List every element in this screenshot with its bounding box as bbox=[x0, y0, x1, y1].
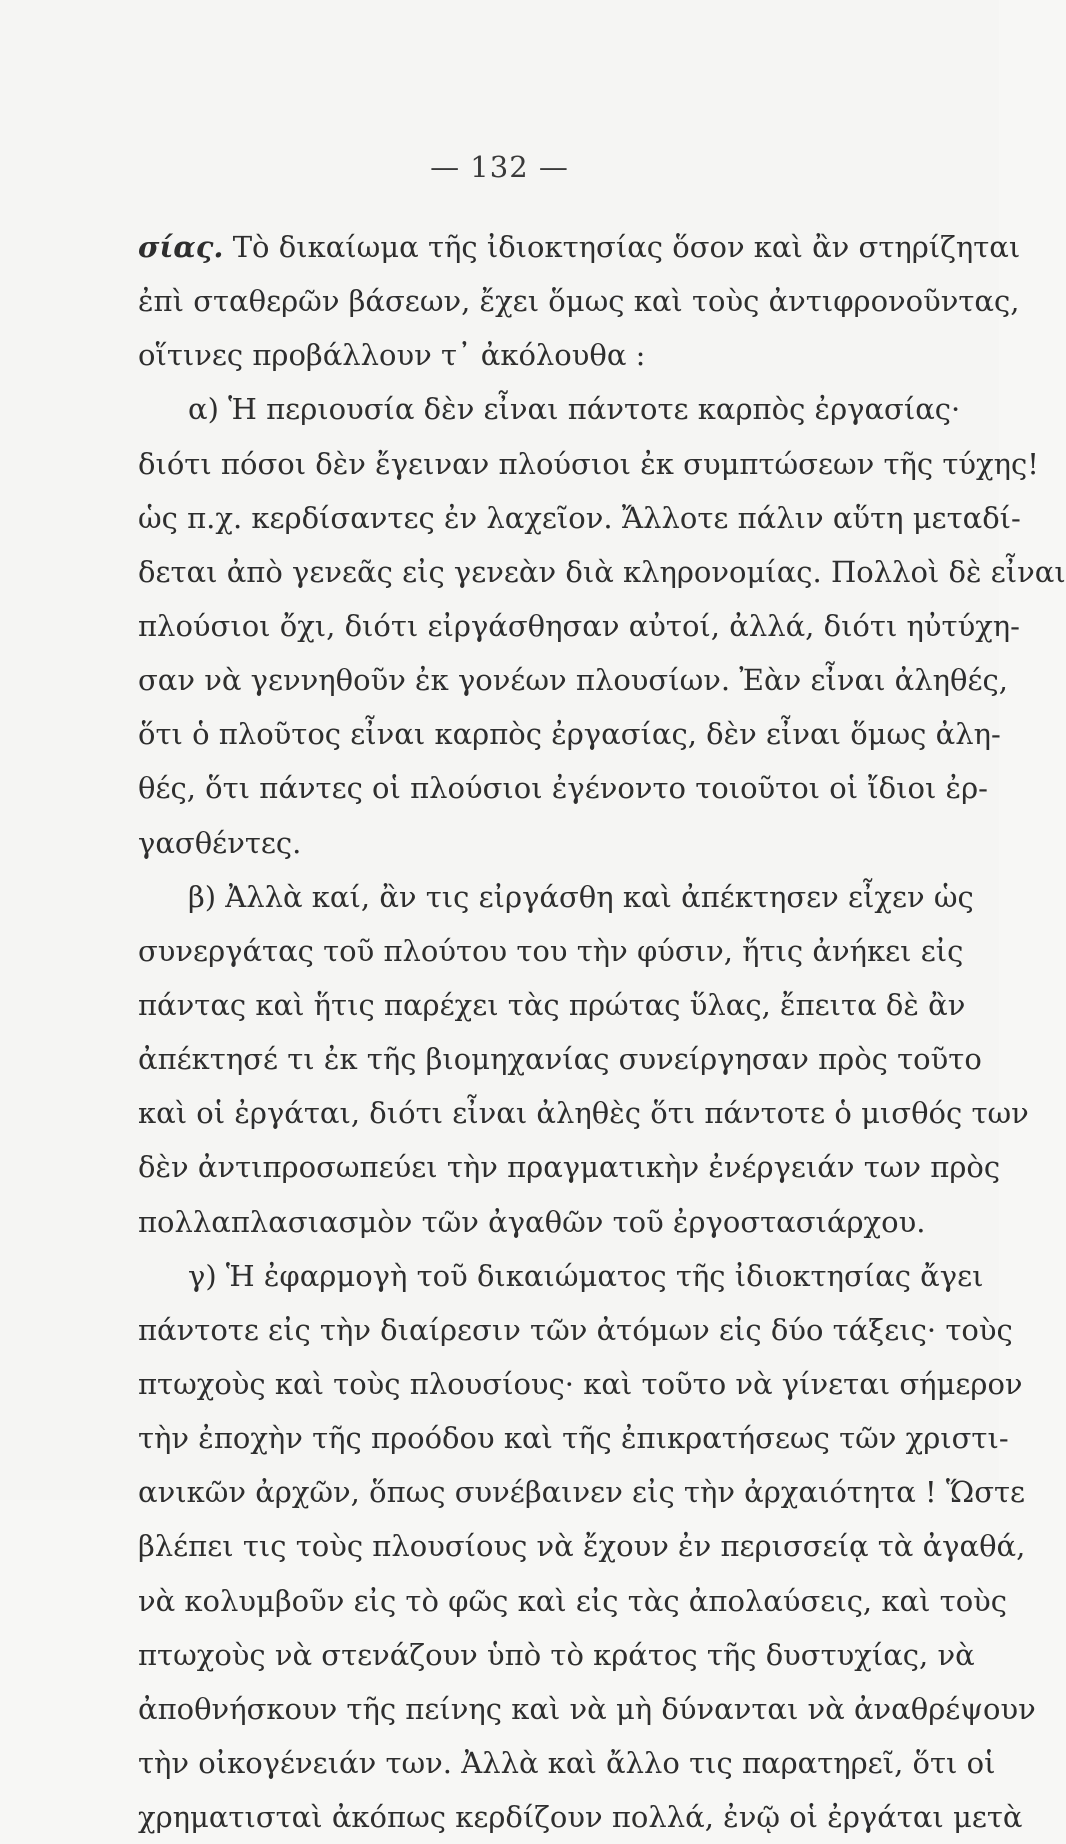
line-text: Τὸ δικαίωμα τῆς ἰδιοκτησίας ὅσον καὶ ἂν στηρίζηται bbox=[232, 230, 1021, 264]
text-line: θές, ὅτι πάντες οἱ πλούσιοι ἐγένοντο τοιοῦτοι οἱ ἴδιοι ἐρ- bbox=[138, 771, 988, 806]
text-line: πολλαπλασιασμὸν τῶν ἀγαθῶν τοῦ ἐργοστασιάρχου. bbox=[138, 1204, 926, 1239]
text-line: πάντοτε εἰς τὴν διαίρεσιν τῶν ἀτόμων εἰς δύο τάξεις· τοὺς bbox=[138, 1312, 1013, 1347]
text-line: πτωχοὺς νὰ στενάζουν ὑπὸ τὸ κράτος τῆς δυστυχίας, νὰ bbox=[138, 1637, 975, 1672]
page-number: — 132 — bbox=[430, 150, 569, 184]
text-line: ανικῶν ἀρχῶν, ὅπως συνέβαινεν εἰς τὴν ἀρχαιότητα ! Ὥστε bbox=[138, 1475, 1026, 1510]
text-line: χρηματισταὶ ἀκόπως κερδίζουν πολλά, ἐνῷ οἱ ἐργάται μετὰ bbox=[138, 1800, 1023, 1835]
text-line: ἀποθνήσκουν τῆς πείνης καὶ νὰ μὴ δύνανται νὰ ἀναθρέψουν bbox=[138, 1691, 1036, 1726]
text-line: ἀπέκτησέ τι ἐκ τῆς βιομηχανίας συνείργησαν πρὸς τοῦτο bbox=[138, 1042, 982, 1077]
text-line: δεται ἀπὸ γενεᾶς εἰς γενεὰν διὰ κληρονομίας. Πολλοὶ δὲ εἶναι bbox=[138, 554, 1066, 589]
paragraph-alpha-start: α) Ἡ περιουσία δὲν εἶναι πάντοτε καρπὸς ἐργασίας· bbox=[188, 392, 961, 427]
text-line: πλούσιοι ὄχι, διότι εἰργάσθησαν αὐτοί, ἀλλά, διότι ηὐτύχη- bbox=[138, 608, 1020, 643]
text-line: πτωχοὺς καὶ τοὺς πλουσίους· καὶ τοῦτο νὰ γίνεται σήμερον bbox=[138, 1366, 1023, 1401]
text-line: συνεργάτας τοῦ πλούτου του τὴν φύσιν, ἥτις ἀνήκει εἰς bbox=[138, 933, 964, 968]
text-line: ὅτι ὁ πλοῦτος εἶναι καρπὸς ἐργασίας, δὲν εἶναι ὅμως ἀλη- bbox=[138, 717, 1001, 752]
text-line: νὰ κολυμβοῦν εἰς τὸ φῶς καὶ εἰς τὰς ἀπολαύσεις, καὶ τοὺς bbox=[138, 1583, 1008, 1618]
text-line: τὴν οἰκογένειάν των. Ἀλλὰ καὶ ἄλλο τις παρατηρεῖ, ὅτι οἱ bbox=[138, 1745, 996, 1780]
text-line: δὲν ἀντιπροσωπεύει τὴν πραγματικὴν ἐνέργειάν των πρὸς bbox=[138, 1150, 1001, 1185]
text-line bbox=[138, 220, 1021, 274]
text-line: οἵτινες προβάλλουν τ᾽ ἀκόλουθα : bbox=[138, 338, 646, 373]
body-text bbox=[138, 220, 1066, 1844]
paragraph-beta-start: β) Ἀλλὰ καί, ἂν τις εἰργάσθη καὶ ἀπέκτησεν εἶχεν ὡς bbox=[188, 879, 974, 914]
paragraph-gamma-start: γ) Ἡ ἐφαρμογὴ τοῦ δικαιώματος τῆς ἰδιοκτησίας ἄγει bbox=[188, 1258, 984, 1293]
text-line: σαν νὰ γεννηθοῦν ἐκ γονέων πλουσίων. Ἐὰν εἶναι ἀληθές, bbox=[138, 663, 1008, 698]
text-line: τὴν ἐποχὴν τῆς προόδου καὶ τῆς ἐπικρατήσεως τῶν χριστι- bbox=[138, 1421, 1009, 1456]
text-line: καὶ οἱ ἐργάται, διότι εἶναι ἀληθὲς ὅτι πάντοτε ὁ μισθός των bbox=[138, 1096, 1029, 1131]
text-line: ὡς π.χ. κερδίσαντες ἐν λαχεῖον. Ἄλλοτε πάλιν αὕτη μεταδί- bbox=[138, 500, 1021, 535]
text-line: ἐπὶ σταθερῶν βάσεων, ἔχει ὅμως καὶ τοὺς ἀντιφρονοῦντας, bbox=[138, 284, 1020, 319]
text-line: πάντας καὶ ἥτις παρέχει τὰς πρώτας ὕλας, ἔπειτα δὲ ἂν bbox=[138, 987, 966, 1022]
text-line: διότι πόσοι δὲν ἔγειναν πλούσιοι ἐκ συμπτώσεων τῆς τύχης! bbox=[138, 446, 1039, 481]
text-line: βλέπει τις τοὺς πλουσίους νὰ ἔχουν ἐν περισσείᾳ τὰ ἀγαθά, bbox=[138, 1529, 1026, 1564]
continued-word: σίας. bbox=[138, 230, 224, 264]
text-line: γασθέντες. bbox=[138, 825, 302, 860]
